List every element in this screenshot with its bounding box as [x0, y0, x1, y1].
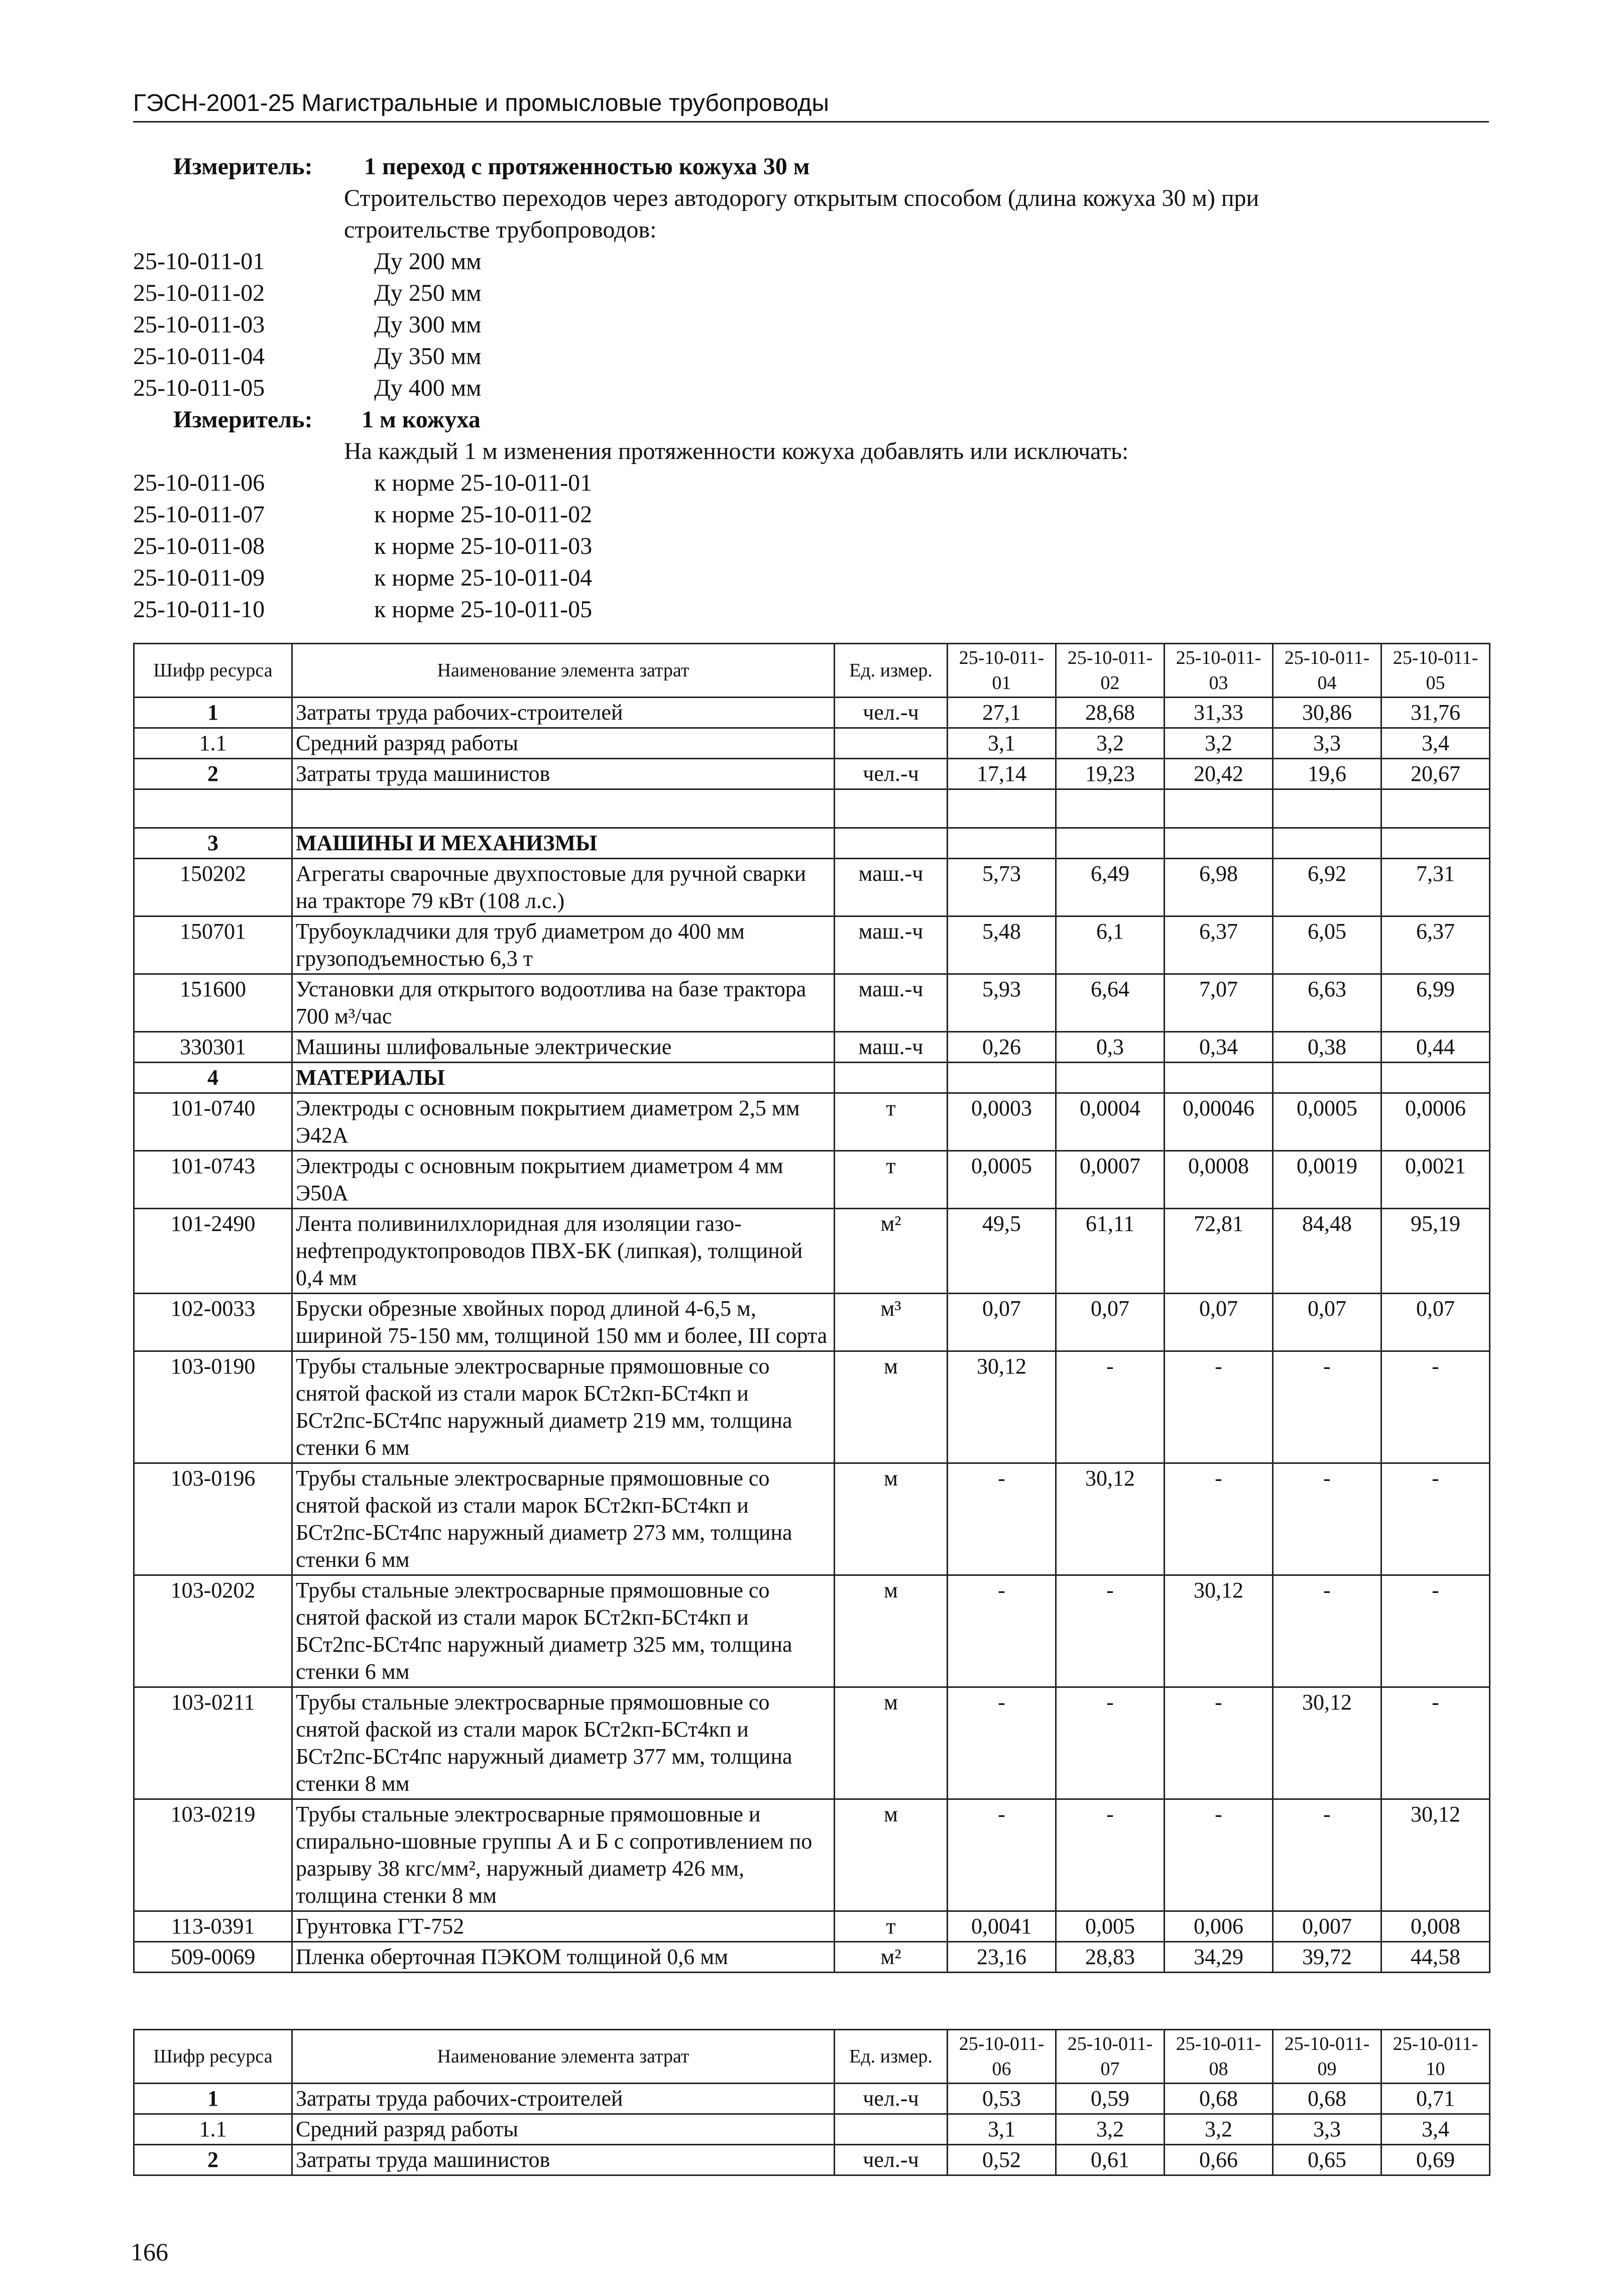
resource-code: 101-0740: [134, 1093, 292, 1151]
measure-label: Измеритель:: [173, 406, 313, 433]
resource-unit: [835, 1063, 948, 1093]
resource-code: 3: [134, 828, 292, 859]
resource-name: МАШИНЫ И МЕХАНИЗМЫ: [292, 828, 835, 859]
resource-value: 49,5: [948, 1209, 1056, 1294]
measure-value: 1 м кожуха: [362, 406, 481, 433]
resource-unit: [835, 2114, 948, 2145]
resource-unit: т: [835, 1911, 948, 1942]
resource-value: 5,93: [948, 974, 1056, 1032]
resource-name: МАТЕРИАЛЫ: [292, 1063, 835, 1093]
resource-value: 3,2: [1056, 2114, 1165, 2145]
resource-value: 31,76: [1381, 698, 1490, 728]
resource-value: 6,98: [1165, 859, 1273, 916]
resource-value: 0,52: [948, 2145, 1056, 2175]
resource-name: Затраты труда машинистов: [292, 759, 835, 789]
resource-value: 0,008: [1381, 1911, 1490, 1942]
table-row: [134, 698, 1490, 728]
resource-code: 1: [134, 698, 292, 728]
spacer-cell: [1381, 789, 1490, 828]
table-header-row: [134, 2030, 1490, 2084]
header-unit: Ед. измер.: [835, 2030, 948, 2084]
resource-value: 0,38: [1273, 1032, 1381, 1063]
resource-value: 3,4: [1381, 728, 1490, 759]
header-name: Наименование элемента затрат: [292, 2030, 835, 2084]
resource-value: -: [1165, 1687, 1273, 1799]
resource-code: 4: [134, 1063, 292, 1093]
resource-value: 7,07: [1165, 974, 1273, 1032]
resource-value: 6,99: [1381, 974, 1490, 1032]
resource-name: Машины шлифовальные электрические: [292, 1032, 835, 1063]
norm-code: 25-10-011-08: [133, 533, 265, 559]
resource-name: Трубы стальные электросварные прямошовные со снятой фаской из стали марок БСт2кп-БСт4кп и БСт2пс-БСт4пс наружный диаметр 219 мм, толщина стенки 6 мм: [292, 1351, 835, 1463]
resource-value: -: [1381, 1575, 1490, 1687]
resource-value: 3,2: [1165, 2114, 1273, 2145]
resource-value: 30,12: [1273, 1687, 1381, 1799]
norm-text: к норме 25-10-011-01: [374, 470, 593, 496]
resource-value: 28,83: [1056, 1942, 1165, 1973]
resources-table-1: [133, 643, 1490, 1973]
resource-code: 1: [134, 2084, 292, 2114]
norm-code: 25-10-011-02: [133, 280, 265, 306]
resource-name: Средний разряд работы: [292, 2114, 835, 2145]
resource-value: [1165, 1063, 1273, 1093]
table-row: [134, 828, 1490, 859]
resource-value: 5,48: [948, 916, 1056, 974]
resource-value: 19,6: [1273, 759, 1381, 789]
resource-value: [1381, 1063, 1490, 1093]
table-row: [134, 859, 1490, 916]
resource-value: 6,92: [1273, 859, 1381, 916]
resource-value: 30,12: [948, 1351, 1056, 1463]
table-header-row: [134, 644, 1490, 698]
resource-value: [1273, 1063, 1381, 1093]
norm-item: [133, 594, 1489, 625]
resource-name: Трубы стальные электросварные прямошовные со снятой фаской из стали марок БСт2кп-БСт4кп и БСт2пс-БСт4пс наружный диаметр 273 мм, толщина стенки 6 мм: [292, 1463, 835, 1575]
header-name: Наименование элемента затрат: [292, 644, 835, 698]
resource-name: Бруски обрезные хвойных пород длиной 4-6,5 м, шириной 75-150 мм, толщиной 150 мм и более, III сорта: [292, 1294, 835, 1351]
resource-value: 0,00046: [1165, 1093, 1273, 1151]
resource-value: 0,07: [948, 1294, 1056, 1351]
resource-code: 113-0391: [134, 1911, 292, 1942]
norm-code: 25-10-011-07: [133, 501, 265, 528]
table-row: [134, 1032, 1490, 1063]
resource-value: [1165, 828, 1273, 859]
resource-value: 0,005: [1056, 1911, 1165, 1942]
resource-value: 0,0003: [948, 1093, 1056, 1151]
norm-text: Ду 200 мм: [374, 248, 482, 275]
resource-value: 3,3: [1273, 728, 1381, 759]
resource-value: 23,16: [948, 1942, 1056, 1973]
resource-name: Трубы стальные электросварные прямошовные и спирально-шовные группы А и Б с сопротивлением по разрыву 38 кгс/мм², наружный диаметр 426 мм, толщина стенки 8 мм: [292, 1799, 835, 1911]
resource-value: 0,0008: [1165, 1151, 1273, 1209]
resource-name: Трубы стальные электросварные прямошовные со снятой фаской из стали марок БСт2кп-БСт4кп и БСт2пс-БСт4пс наружный диаметр 377 мм, толщина стенки 8 мм: [292, 1687, 835, 1799]
spacer-cell: [1273, 789, 1381, 828]
header-unit: Ед. измер.: [835, 644, 948, 698]
norm-text: к норме 25-10-011-04: [374, 564, 593, 591]
resource-unit: м²: [835, 1209, 948, 1294]
norm-text: Ду 250 мм: [374, 280, 482, 306]
resource-value: 6,1: [1056, 916, 1165, 974]
resource-value: -: [1165, 1351, 1273, 1463]
resource-code: 103-0219: [134, 1799, 292, 1911]
norm-text: Ду 300 мм: [374, 311, 482, 338]
resource-name: Пленка оберточная ПЭКОМ толщиной 0,6 мм: [292, 1942, 835, 1973]
resource-value: 20,42: [1165, 759, 1273, 789]
items-list-1: [133, 246, 1489, 404]
header-norm-column: 25-10-011-02: [1056, 644, 1165, 698]
resource-unit: чел.-ч: [835, 698, 948, 728]
resource-value: -: [1165, 1799, 1273, 1911]
resource-code: 150202: [134, 859, 292, 916]
resource-value: -: [1273, 1463, 1381, 1575]
resource-value: -: [1381, 1463, 1490, 1575]
norm-item: [133, 499, 1489, 530]
resource-code: 2: [134, 759, 292, 789]
resource-value: 6,63: [1273, 974, 1381, 1032]
resource-code: 330301: [134, 1032, 292, 1063]
table-row: [134, 2145, 1490, 2175]
table-row: [134, 1063, 1490, 1093]
resource-value: -: [948, 1799, 1056, 1911]
norm-item: [133, 246, 1489, 277]
resource-value: 0,68: [1273, 2084, 1381, 2114]
resource-value: 31,33: [1165, 698, 1273, 728]
norm-code: 25-10-011-05: [133, 375, 265, 401]
resource-value: 6,64: [1056, 974, 1165, 1032]
resource-value: 0,0019: [1273, 1151, 1381, 1209]
header-norm-column: 25-10-011-03: [1165, 644, 1273, 698]
spacer-cell: [1165, 789, 1273, 828]
resource-value: 30,12: [1381, 1799, 1490, 1911]
resource-value: 0,0021: [1381, 1151, 1490, 1209]
resource-name: Электроды с основным покрытием диаметром 4 мм Э50А: [292, 1151, 835, 1209]
resource-value: 17,14: [948, 759, 1056, 789]
resource-value: 30,12: [1165, 1575, 1273, 1687]
page-header: ГЭСН-2001-25 Магистральные и промысловые трубопроводы: [133, 89, 1489, 123]
resource-value: -: [1273, 1799, 1381, 1911]
resource-unit: м²: [835, 1942, 948, 1973]
resource-name: Трубоукладчики для труб диаметром до 400 мм грузоподъемностью 6,3 т: [292, 916, 835, 974]
resource-name: Трубы стальные электросварные прямошовные со снятой фаской из стали марок БСт2кп-БСт4кп и БСт2пс-БСт4пс наружный диаметр 325 мм, толщина стенки 6 мм: [292, 1575, 835, 1687]
resource-code: 103-0196: [134, 1463, 292, 1575]
header-norm-column: 25-10-011-06: [948, 2030, 1056, 2084]
norm-code: 25-10-011-03: [133, 311, 265, 338]
resource-value: -: [1056, 1687, 1165, 1799]
resource-value: 0,53: [948, 2084, 1056, 2114]
resource-value: 44,58: [1381, 1942, 1490, 1973]
resource-unit: т: [835, 1093, 948, 1151]
table-row: [134, 1151, 1490, 1209]
measure-label: Измеритель:: [173, 153, 313, 180]
resource-value: 0,0041: [948, 1911, 1056, 1942]
resource-unit: маш.-ч: [835, 1032, 948, 1063]
resource-value: 0,0005: [948, 1151, 1056, 1209]
resource-value: [948, 1063, 1056, 1093]
resource-value: 61,11: [1056, 1209, 1165, 1294]
resource-value: 3,2: [1165, 728, 1273, 759]
resource-value: 0,0007: [1056, 1151, 1165, 1209]
norm-code: 25-10-011-09: [133, 564, 265, 591]
table-row: [134, 1687, 1490, 1799]
resource-code: 101-0743: [134, 1151, 292, 1209]
norm-text: к норме 25-10-011-03: [374, 533, 593, 559]
resource-value: 0,44: [1381, 1032, 1490, 1063]
resource-value: 39,72: [1273, 1942, 1381, 1973]
resource-name: Затраты труда машинистов: [292, 2145, 835, 2175]
resource-unit: м³: [835, 1294, 948, 1351]
intro-block: [133, 151, 1489, 625]
resource-value: -: [1381, 1351, 1490, 1463]
norm-item: [133, 562, 1489, 594]
resource-code: 101-2490: [134, 1209, 292, 1294]
resource-value: -: [1056, 1799, 1165, 1911]
table-row: [134, 916, 1490, 974]
items-list-2: [133, 467, 1489, 625]
header-norm-column: 25-10-011-05: [1381, 644, 1490, 698]
resource-value: 0,07: [1273, 1294, 1381, 1351]
resource-unit: маш.-ч: [835, 916, 948, 974]
resource-value: 72,81: [1165, 1209, 1273, 1294]
norm-item: [133, 309, 1489, 340]
header-norm-column: 25-10-011-01: [948, 644, 1056, 698]
resource-value: 0,65: [1273, 2145, 1381, 2175]
resource-unit: маш.-ч: [835, 974, 948, 1032]
norm-text: Ду 350 мм: [374, 343, 482, 370]
table-row: [134, 1294, 1490, 1351]
resource-value: 0,0005: [1273, 1093, 1381, 1151]
resource-unit: чел.-ч: [835, 759, 948, 789]
table-row: [134, 1209, 1490, 1294]
resource-value: 20,67: [1381, 759, 1490, 789]
norm-text: к норме 25-10-011-05: [374, 596, 593, 623]
resource-value: -: [1381, 1687, 1490, 1799]
norm-code: 25-10-011-06: [133, 470, 265, 496]
resource-value: 5,73: [948, 859, 1056, 916]
resource-unit: м: [835, 1687, 948, 1799]
resource-code: 103-0202: [134, 1575, 292, 1687]
resource-value: 3,1: [948, 728, 1056, 759]
resource-name: Агрегаты сварочные двухпостовые для ручной сварки на тракторе 79 кВт (108 л.с.): [292, 859, 835, 916]
table-row: [134, 1575, 1490, 1687]
resource-name: Электроды с основным покрытием диаметром 2,5 мм Э42А: [292, 1093, 835, 1151]
spacer-cell: [1056, 789, 1165, 828]
norm-code: 25-10-011-04: [133, 343, 265, 370]
spacer-cell: [292, 789, 835, 828]
resource-code: 151600: [134, 974, 292, 1032]
resource-value: 95,19: [1381, 1209, 1490, 1294]
table-row: [134, 1911, 1490, 1942]
norm-item: [133, 530, 1489, 562]
resource-value: -: [948, 1463, 1056, 1575]
resource-value: 3,2: [1056, 728, 1165, 759]
resource-unit: маш.-ч: [835, 859, 948, 916]
resource-value: 27,1: [948, 698, 1056, 728]
resource-name: Затраты труда рабочих-строителей: [292, 698, 835, 728]
resource-value: 0,0006: [1381, 1093, 1490, 1151]
measure-value: 1 переход с протяженностью кожуха 30 м: [364, 153, 810, 180]
resource-value: 0,71: [1381, 2084, 1490, 2114]
resource-value: -: [948, 1575, 1056, 1687]
resource-value: -: [1056, 1575, 1165, 1687]
resource-value: [1056, 1063, 1165, 1093]
resource-value: [948, 828, 1056, 859]
resource-unit: чел.-ч: [835, 2084, 948, 2114]
resource-unit: м: [835, 1351, 948, 1463]
header-norm-column: 25-10-011-07: [1056, 2030, 1165, 2084]
norm-item: [133, 277, 1489, 309]
resource-value: [1381, 828, 1490, 859]
table-row: [134, 974, 1490, 1032]
norm-text: к норме 25-10-011-02: [374, 501, 593, 528]
header-code: Шифр ресурса: [134, 2030, 292, 2084]
spacer-cell: [948, 789, 1056, 828]
measure-row-1: [133, 151, 1489, 182]
norm-item: [133, 467, 1489, 499]
resource-value: 6,37: [1381, 916, 1490, 974]
header-norm-column: 25-10-011-04: [1273, 644, 1381, 698]
resource-name: Средний разряд работы: [292, 728, 835, 759]
norm-code: 25-10-011-10: [133, 596, 265, 623]
measure-row-2: [133, 404, 1489, 435]
table-row: [134, 1799, 1490, 1911]
resource-unit: [835, 828, 948, 859]
resource-name: Грунтовка ГТ-752: [292, 1911, 835, 1942]
spacer-cell: [835, 789, 948, 828]
resource-value: 6,49: [1056, 859, 1165, 916]
resource-value: 84,48: [1273, 1209, 1381, 1294]
resource-unit: [835, 728, 948, 759]
resource-value: 6,37: [1165, 916, 1273, 974]
table-spacer-row: [134, 789, 1490, 828]
table-row: [134, 2114, 1490, 2145]
resource-value: 3,1: [948, 2114, 1056, 2145]
resource-value: 0,26: [948, 1032, 1056, 1063]
resource-name: Установки для открытого водоотлива на базе трактора 700 м³/час: [292, 974, 835, 1032]
header-code: Шифр ресурса: [134, 644, 292, 698]
resource-code: 103-0211: [134, 1687, 292, 1799]
resource-unit: м: [835, 1575, 948, 1687]
resource-value: 0,69: [1381, 2145, 1490, 2175]
resource-value: 30,86: [1273, 698, 1381, 728]
resource-code: 150701: [134, 916, 292, 974]
description-line: Строительство переходов через автодорогу открытым способом (длина кожуха 30 м) при: [344, 185, 1259, 211]
resource-value: 0,006: [1165, 1911, 1273, 1942]
resource-name: Затраты труда рабочих-строителей: [292, 2084, 835, 2114]
resource-value: 3,3: [1273, 2114, 1381, 2145]
resource-value: 0,07: [1165, 1294, 1273, 1351]
resource-code: 103-0190: [134, 1351, 292, 1463]
resource-value: 28,68: [1056, 698, 1165, 728]
resource-value: 6,05: [1273, 916, 1381, 974]
resource-value: -: [1273, 1575, 1381, 1687]
norm-item: [133, 372, 1489, 404]
resource-code: 1.1: [134, 2114, 292, 2145]
resource-value: 0,07: [1381, 1294, 1490, 1351]
resource-unit: м: [835, 1463, 948, 1575]
table-row: [134, 1942, 1490, 1973]
resource-value: -: [1273, 1351, 1381, 1463]
resource-value: 0,3: [1056, 1032, 1165, 1063]
description-line: На каждый 1 м изменения протяженности кожуха добавлять или исключать:: [344, 438, 1129, 465]
resource-code: 1.1: [134, 728, 292, 759]
resource-value: -: [1056, 1351, 1165, 1463]
resource-value: 0,34: [1165, 1032, 1273, 1063]
resource-value: 30,12: [1056, 1463, 1165, 1575]
resource-unit: м: [835, 1799, 948, 1911]
resource-value: 7,31: [1381, 859, 1490, 916]
table-row: [134, 759, 1490, 789]
table-row: [134, 2084, 1490, 2114]
resource-value: 0,59: [1056, 2084, 1165, 2114]
description-line: строительстве трубопроводов:: [344, 216, 657, 243]
spacer-cell: [134, 789, 292, 828]
page-number: 166: [131, 2238, 168, 2266]
resource-code: 2: [134, 2145, 292, 2175]
resource-value: 34,29: [1165, 1942, 1273, 1973]
resource-name: Лента поливинилхлоридная для изоляции газо-нефтепродуктопроводов ПВХ-БК (липкая), толщиной 0,4 мм: [292, 1209, 835, 1294]
resource-value: -: [1165, 1463, 1273, 1575]
resource-value: 0,07: [1056, 1294, 1165, 1351]
resource-value: 0,007: [1273, 1911, 1381, 1942]
norm-text: Ду 400 мм: [374, 375, 482, 401]
resources-table-2: [133, 2029, 1490, 2176]
resource-value: 3,4: [1381, 2114, 1490, 2145]
resource-unit: т: [835, 1151, 948, 1209]
resource-value: [1273, 828, 1381, 859]
header-norm-column: 25-10-011-10: [1381, 2030, 1490, 2084]
resource-unit: чел.-ч: [835, 2145, 948, 2175]
norm-code: 25-10-011-01: [133, 248, 265, 275]
resource-value: -: [948, 1687, 1056, 1799]
resource-value: 0,0004: [1056, 1093, 1165, 1151]
table-row: [134, 728, 1490, 759]
resource-code: 102-0033: [134, 1294, 292, 1351]
resource-value: [1056, 828, 1165, 859]
resource-value: 0,61: [1056, 2145, 1165, 2175]
table-row: [134, 1093, 1490, 1151]
resource-value: 19,23: [1056, 759, 1165, 789]
norm-item: [133, 340, 1489, 372]
header-norm-column: 25-10-011-08: [1165, 2030, 1273, 2084]
table-row: [134, 1351, 1490, 1463]
table-row: [134, 1463, 1490, 1575]
resource-value: 0,68: [1165, 2084, 1273, 2114]
header-norm-column: 25-10-011-09: [1273, 2030, 1381, 2084]
resource-code: 509-0069: [134, 1942, 292, 1973]
resource-value: 0,66: [1165, 2145, 1273, 2175]
